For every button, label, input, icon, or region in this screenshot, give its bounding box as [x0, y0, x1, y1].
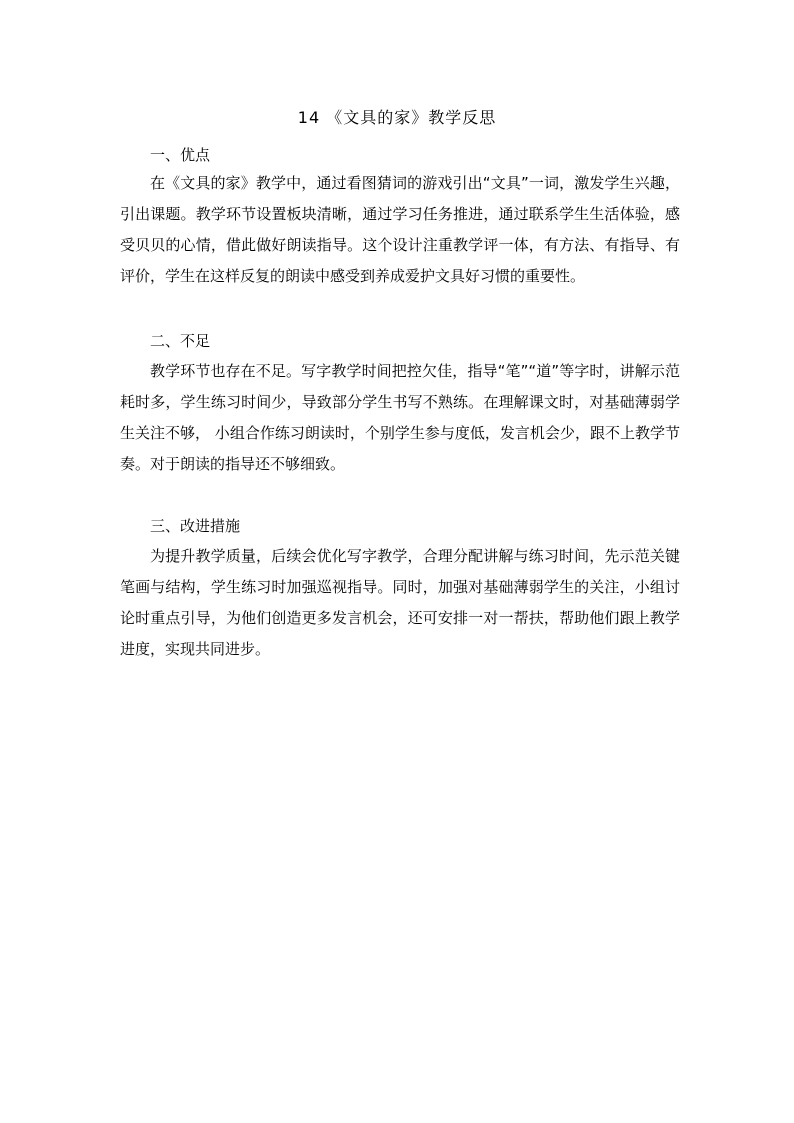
section-heading-strengths: 一、优点 [150, 146, 211, 164]
section-paragraph-strengths: 在《文具的家》教学中，通过看图猜词的游戏引出“文具”一词，激发学生兴趣，引出课题。教学环节设置板块清晰，通过学习任务推进，通过联系学生生活体验，感受贝贝的心情，借此做好朗读指导。这个设计注重教学评一体，有方法、有指导、有评价，学生在这样反复的朗读中感受到养成爱护文具好习惯的重要性。 [120, 174, 680, 285]
section-paragraph-improvements: 为提升教学质量，后续会优化写字教学，合理分配讲解与练习时间，先示范关键笔画与结构，学生练习时加强巡视指导。同时，加强对基础薄弱学生的关注，小组讨论时重点引导，为他们创造更多发言机会，还可安排一对一帮扶，帮助他们跟上教学进度，实现共同进步。 [120, 547, 680, 658]
section-heading-improvements: 三、改进措施 [150, 517, 241, 535]
section-paragraph-shortcomings: 教学环节也存在不足。写字教学时间把控欠佳，指导“笔”“道”等字时，讲解示范耗时多，学生练习时间少，导致部分学生书写不熟练。在理解课文时，对基础薄弱学生关注不够， 小组合作练习朗读时，个别学生参与度低，发言机会少，跟不上教学节奏。对于朗读的指导还不够细致。 [120, 362, 680, 473]
document-title: 14 《文具的家》教学反思 [297, 108, 497, 127]
section-heading-shortcomings: 二、不足 [150, 332, 211, 350]
